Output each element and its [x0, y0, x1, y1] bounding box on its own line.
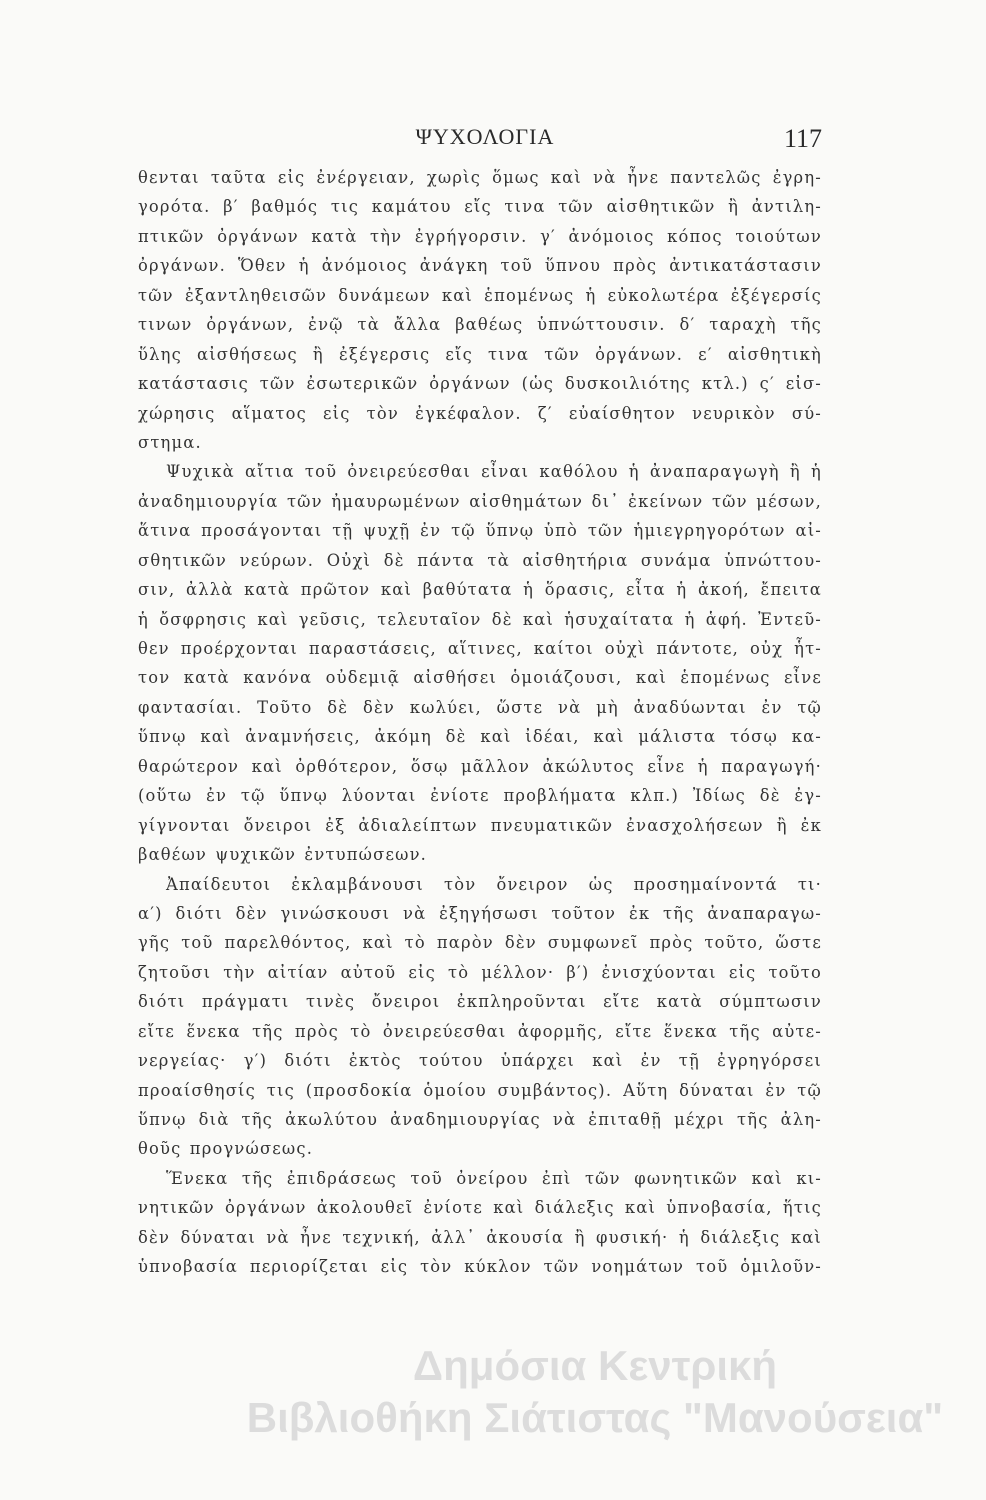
- text-line: τῶν ἐξαντληθεισῶν δυνάμεων καὶ ἑπομένως ἡ εὐκολωτέρα ἐξέγερσίς: [138, 285, 822, 305]
- page-number: 117: [783, 124, 822, 153]
- paragraph-start-line: Ψυχικὰ αἴτια τοῦ ὀνειρεύεσθαι εἶναι καθόλου ἡ ἀναπαραγωγὴ ἢ ἡ: [166, 462, 822, 482]
- text-line: ζητοῦσι τὴν αἰτίαν αὐτοῦ εἰς τὸ μέλλον· β′) ἐνισχύονται εἰς τοῦτο: [138, 962, 822, 982]
- text-line: ὕλης αἰσθήσεως ἢ ἐξέγερσις εἴς τινα τῶν ὀργάνων. ε′ αἰσθητικὴ: [138, 344, 822, 364]
- text-line: ὕπνῳ διὰ τῆς ἀκωλύτου ἀναδημιουργίας νὰ ἐπιταθῇ μέχρι τῆς ἀλη-: [138, 1110, 822, 1129]
- text-line: ὑπνοβασία περιορίζεται εἰς τὸν κύκλον τῶν νοημάτων τοῦ ὁμιλοῦν-: [138, 1257, 822, 1277]
- body-text: [138, 163, 822, 1282]
- text-line: τον κατὰ κανόνα οὐδεμιᾷ αἰσθήσει ὁμοιάζουσι, καὶ ἑπομένως εἶνε: [138, 668, 822, 688]
- text-line: ἀναδημιουργία τῶν ἠμαυρωμένων αἰσθημάτων δι᾿ ἐκείνων τῶν μέσων,: [138, 491, 822, 511]
- text-line: βαθέων ψυχικῶν ἐντυπώσεων.: [138, 845, 428, 865]
- paragraph-start-line: Ἕνεκα τῆς ἐπιδράσεως τοῦ ὀνείρου ἐπὶ τῶν φωνητικῶν καὶ κι-: [166, 1168, 822, 1188]
- text-line: νεργείας· γ′) διότι ἐκτὸς τούτου ὑπάρχει καὶ ἐν τῇ ἐγρηγόρσει: [138, 1051, 822, 1071]
- text-line: θενται ταῦτα εἰς ἐνέργειαν, χωρὶς ὅμως καὶ νὰ ἦνε παντελῶς ἐγρη-: [138, 168, 822, 187]
- text-line: εἴτε ἕνεκα τῆς πρὸς τὸ ὀνειρεύεσθαι ἀφορμῆς, εἴτε ἕνεκα τῆς αὐτε-: [138, 1021, 822, 1041]
- paragraph-start-line: Ἀπαίδευτοι ἐκλαμβάνουσι τὸν ὄνειρον ὡς προσημαίνοντά τι·: [166, 874, 822, 894]
- text-line: πτικῶν ὀργάνων κατὰ τὴν ἐγρήγορσιν. γ′ ἀνόμοιος κόπος τοιούτων: [138, 226, 822, 246]
- running-head: ΨΥΧΟΛΟΓΙΑ: [415, 124, 555, 149]
- library-watermark: [225, 1340, 965, 1444]
- text-line: γορότα. β′ βαθμός τις καμάτου εἴς τινα τῶν αἰσθητικῶν ἢ ἀντιλη-: [138, 197, 822, 217]
- text-line: θεν προέρχονται παραστάσεις, αἵτινες, καίτοι οὐχὶ πάντοτε, οὐχ ἧτ-: [138, 639, 822, 658]
- text-line: ὀργάνων. Ὅθεν ἡ ἀνόμοιος ἀνάγκη τοῦ ὕπνου πρὸς ἀντικατάστασιν: [138, 256, 822, 276]
- text-line: θαρώτερον καὶ ὀρθότερον, ὅσῳ μᾶλλον ἀκώλυτος εἶνε ἡ παραγωγή·: [138, 756, 822, 776]
- text-line: ἅτινα προσάγονται τῇ ψυχῇ ἐν τῷ ὕπνῳ ὑπὸ τῶν ἡμιεγρηγορότων αἰ-: [138, 521, 822, 541]
- text-line: σιν, ἀλλὰ κατὰ πρῶτον καὶ βαθύτατα ἡ ὅρασις, εἶτα ἡ ἀκοή, ἔπειτα: [138, 580, 822, 600]
- text-line: προαίσθησίς τις (προσδοκία ὁμοίου συμβάντος). Αὕτη δύναται ἐν τῷ: [138, 1080, 822, 1100]
- text-line: στημα.: [138, 432, 202, 452]
- watermark-line-2: Βιβλιοθήκη Σιάτιστας "Μανούσεια": [246, 1394, 944, 1441]
- text-line: χώρησις αἵματος εἰς τὸν ἐγκέφαλον. ζ′ εὐαίσθητον νευρικὸν σύ-: [138, 403, 822, 423]
- text-line: δὲν δύναται νὰ ἦνε τεχνική, ἀλλ᾿ ἀκουσία ἢ φυσική· ἡ διάλεξις καὶ: [138, 1227, 822, 1247]
- text-line: τινων ὀργάνων, ἐνῷ τὰ ἄλλα βαθέως ὑπνώττουσιν. δ′ ταραχὴ τῆς: [138, 315, 822, 335]
- text-line: γῆς τοῦ παρελθόντος, καὶ τὸ παρὸν δὲν συμφωνεῖ πρὸς τοῦτο, ὥστε: [138, 933, 822, 953]
- watermark-line-1: Δημόσια Κεντρική: [412, 1342, 778, 1389]
- text-line: α′) διότι δὲν γινώσκουσι νὰ ἐξηγήσωσι τοῦτον ἐκ τῆς ἀναπαραγω-: [138, 903, 822, 923]
- text-line: θοῦς προγνώσεως.: [138, 1139, 314, 1159]
- text-line: γίγνονται ὄνειροι ἐξ ἀδιαλείπτων πνευματικῶν ἐνασχολήσεων ἢ ἐκ: [138, 815, 822, 835]
- text-line: ἡ ὄσφρησις καὶ γεῦσις, τελευταῖον δὲ καὶ ἡσυχαίτατα ἡ ἁφή. Ἐντεῦ-: [138, 609, 822, 629]
- page-header: [140, 124, 830, 154]
- text-line: διότι πράγματι τινὲς ὄνειροι ἐκπληροῦνται εἴτε κατὰ σύμπτωσιν: [138, 992, 822, 1012]
- text-line: νητικῶν ὀργάνων ἀκολουθεῖ ἐνίοτε καὶ διάλεξις καὶ ὑπνοβασία, ἥτις: [138, 1198, 822, 1218]
- text-line: φαντασίαι. Τοῦτο δὲ δὲν κωλύει, ὥστε νὰ μὴ ἀναδύωνται ἐν τῷ: [138, 697, 822, 717]
- text-line: κατάστασις τῶν ἐσωτερικῶν ὀργάνων (ὡς δυσκοιλιότης κτλ.) ς′ εἰσ-: [138, 374, 822, 394]
- text-line: ὕπνῳ καὶ ἀναμνήσεις, ἀκόμη δὲ καὶ ἰδέαι, καὶ μάλιστα τόσῳ κα-: [138, 727, 822, 747]
- text-line: σθητικῶν νεύρων. Οὐχὶ δὲ πάντα τὰ αἰσθητήρια συνάμα ὑπνώττου-: [138, 550, 822, 570]
- text-line: (οὕτω ἐν τῷ ὕπνῳ λύονται ἐνίοτε προβλήματα κλπ.) Ἰδίως δὲ ἐγ-: [138, 786, 822, 806]
